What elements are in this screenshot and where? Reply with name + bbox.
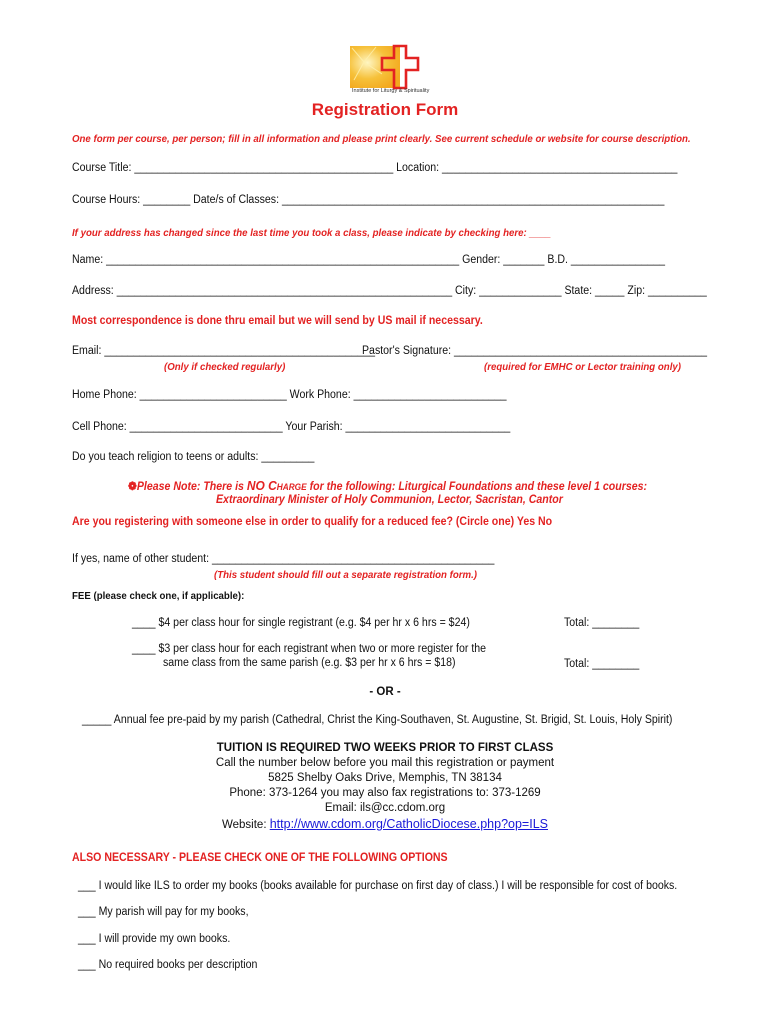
address-changed-checkbox[interactable]: If your address has changed since the last time you took a class, please indicate by checking here: ____ bbox=[72, 227, 551, 239]
asterisk-icon: ❁ bbox=[128, 481, 137, 493]
pastor-signature-field[interactable]: Pastor's Signature: ___________________________________________ bbox=[362, 345, 708, 357]
email-note: (Only if checked regularly) bbox=[164, 361, 286, 373]
logo-caption: Institute for Liturgy & Spirituality bbox=[352, 88, 430, 94]
note-suffix: for the following: Liturgical Foundations and these level 1 courses: bbox=[306, 481, 648, 493]
tuition-heading: TUITION IS REQUIRED TWO WEEKS PRIOR TO FIRST CLASS bbox=[216, 742, 554, 754]
fee-total-group[interactable]: Total: ________ bbox=[564, 658, 640, 670]
website-link[interactable]: http://www.cdom.org/CatholicDiocese.php?op=ILS bbox=[269, 817, 548, 831]
ils-logo bbox=[350, 44, 428, 96]
name-gender-bd-field[interactable]: Name: ____________________________________________________________ Gender: _______ B.D. ________________ bbox=[72, 254, 666, 266]
fee-option-group[interactable]: ____ $3 per class hour for each registrant when two or more register for the bbox=[132, 643, 487, 655]
cell-phone-parish-field[interactable]: Cell Phone: __________________________ Your Parish: ____________________________ bbox=[72, 421, 511, 433]
course-title-location-field[interactable]: Course Title: ____________________________________________ Location: ________________________________________ bbox=[72, 162, 678, 174]
annual-fee-option[interactable]: _____ Annual fee pre-paid by my parish (Cathedral, Christ the King-Southaven, St. Augustine, St. Brigid, St. Louis, Holy Spirit) bbox=[82, 714, 673, 726]
note-courses-line: Extraordinary Minister of Holy Communion, Lector, Sacristan, Cantor bbox=[216, 494, 563, 506]
note-harge: HARGE bbox=[276, 482, 307, 492]
correspondence-note: Most correspondence is done thru email but we will send by US mail if necessary. bbox=[72, 315, 483, 327]
website-line bbox=[0, 817, 770, 831]
tuition-line-1: Call the number below before you mail this registration or payment bbox=[215, 757, 555, 769]
pastor-signature-note: (required for EMHC or Lector training only) bbox=[484, 361, 681, 373]
tuition-email: Email: ils@cc.cdom.org bbox=[324, 802, 446, 814]
tuition-phone: Phone: 373-1264 you may also fax registrations to: 373-1269 bbox=[229, 787, 541, 799]
home-work-phone-field[interactable]: Home Phone: _________________________ Work Phone: __________________________ bbox=[72, 389, 507, 401]
fee-option-group-line2: same class from the same parish (e.g. $3 per hr x 6 hrs = $18) bbox=[163, 657, 456, 669]
tuition-address: 5825 Shelby Oaks Drive, Memphis, TN 38134 bbox=[268, 772, 502, 784]
also-necessary-heading: ALSO NECESSARY - PLEASE CHECK ONE OF THE FOLLOWING OPTIONS bbox=[72, 852, 448, 864]
note-no: NO C bbox=[246, 478, 277, 493]
fee-option-single[interactable]: ____ $4 per class hour for single registrant (e.g. $4 per hr x 6 hrs = $24) bbox=[132, 617, 470, 629]
book-option-parish-pay[interactable]: ___ My parish will pay for my books, bbox=[78, 906, 249, 918]
address-city-state-zip-field[interactable]: Address: _________________________________________________________ City: ______________ State: _____ Zip: __________ bbox=[72, 285, 707, 297]
or-divider: - OR - bbox=[369, 686, 401, 698]
website-label: Website: bbox=[221, 819, 270, 831]
intro-instructions: One form per course, per person; fill in all information and please print clearly. See current schedule or website for course description. bbox=[72, 133, 691, 145]
fee-total-single[interactable]: Total: ________ bbox=[564, 617, 640, 629]
email-field[interactable]: Email: ______________________________________________ bbox=[72, 345, 376, 357]
course-hours-dates-field[interactable]: Course Hours: ________ Date/s of Classes: _________________________________________________________________ bbox=[72, 194, 665, 206]
form-title: Registration Form bbox=[311, 100, 459, 119]
other-student-field[interactable]: If yes, name of other student: ________________________________________________ bbox=[72, 553, 495, 565]
please-note-line bbox=[128, 478, 647, 493]
book-option-own-books[interactable]: ___ I will provide my own books. bbox=[78, 933, 231, 945]
book-option-ils-order[interactable]: ___ I would like ILS to order my books (books available for purchase on first day of class.) I will be responsible for cost of books. bbox=[78, 880, 678, 892]
other-student-note: (This student should fill out a separate registration form.) bbox=[214, 569, 477, 581]
book-option-none[interactable]: ___ No required books per description bbox=[78, 959, 258, 971]
note-prefix: Please Note: There is bbox=[136, 481, 247, 493]
reduced-fee-question[interactable]: Are you registering with someone else in order to qualify for a reduced fee? (Circle one) Yes No bbox=[72, 516, 553, 528]
fee-header: FEE (please check one, if applicable): bbox=[72, 590, 245, 602]
teach-religion-field[interactable]: Do you teach religion to teens or adults: _________ bbox=[72, 451, 315, 463]
